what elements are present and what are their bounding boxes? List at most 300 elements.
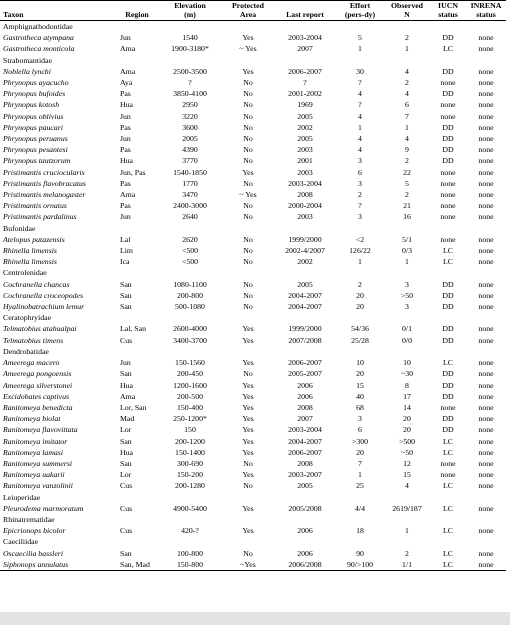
- cell-elevation: 1900-3180*: [171, 44, 209, 54]
- cell-inrena-status: none: [478, 391, 494, 401]
- cell-taxon: Ranitomeya flavovittata: [3, 425, 78, 435]
- table-row: [0, 155, 506, 166]
- cell-region: Lor, San: [120, 402, 147, 412]
- cell-last-report: 2002-4/2007: [285, 246, 325, 256]
- cell-region: Jun: [120, 33, 131, 43]
- cell-protected-area: No: [243, 302, 253, 312]
- cell-last-report: 2004-2007: [288, 290, 322, 300]
- cell-last-report: 2008: [297, 402, 313, 412]
- cell-elevation: 250-1200*: [173, 414, 207, 424]
- table-row: [0, 402, 506, 413]
- cell-region: Aya: [120, 78, 133, 88]
- cell-iucn-status: none: [440, 190, 456, 200]
- cell-taxon: Telmatobius timens: [3, 335, 64, 345]
- cell-observed: 17: [403, 391, 411, 401]
- cell-observed: 7: [405, 111, 409, 121]
- cell-last-report: 2006-2007: [288, 66, 322, 76]
- table-row: [0, 88, 506, 99]
- cell-effort: 5: [358, 33, 362, 43]
- cell-elevation: 300-690: [177, 458, 203, 468]
- cell-elevation: 150-200: [177, 470, 203, 480]
- cell-iucn-status: LC: [443, 257, 453, 267]
- family-name: Bufonidae: [3, 223, 36, 233]
- cell-last-report: 2002: [297, 257, 313, 267]
- table-row: [0, 43, 506, 54]
- cell-taxon: Epicrionops bicolor: [3, 526, 66, 536]
- cell-inrena-status: none: [478, 458, 494, 468]
- cell-last-report: 2006: [297, 380, 313, 390]
- table-row: [0, 548, 506, 559]
- cell-iucn-status: LC: [443, 548, 453, 558]
- table-row: [0, 458, 506, 469]
- cell-region: Hua: [120, 447, 133, 457]
- cell-effort: 6: [358, 167, 362, 177]
- cell-effort: 20: [356, 369, 364, 379]
- cell-taxon: Ranitomeya uakarii: [3, 470, 65, 480]
- cell-effort: 4: [358, 134, 362, 144]
- cell-protected-area: Yes: [242, 503, 254, 513]
- cell-effort: 1: [358, 257, 362, 267]
- cell-protected-area: ~ Yes: [239, 190, 257, 200]
- cell-inrena-status: none: [478, 470, 494, 480]
- cell-effort: 25: [356, 481, 364, 491]
- cell-effort: 18: [356, 526, 364, 536]
- cell-region: Jun: [120, 111, 131, 121]
- cell-elevation: 200-800: [177, 290, 203, 300]
- cell-region: Cus: [120, 481, 133, 491]
- cell-taxon: Excidobates captivus: [3, 391, 70, 401]
- cell-last-report: 2001: [297, 156, 313, 166]
- cell-iucn-status: DD: [442, 279, 454, 289]
- cell-taxon: Gastrotheca atympana: [3, 33, 74, 43]
- cell-inrena-status: none: [478, 122, 494, 132]
- cell-protected-area: No: [243, 369, 253, 379]
- cell-protected-area: No: [243, 201, 253, 211]
- cell-taxon: Cochranella chancas: [3, 279, 70, 289]
- table-header: [0, 1, 506, 21]
- cell-observed: 2: [405, 190, 409, 200]
- cell-effort: 3: [358, 178, 362, 188]
- cell-effort: 40: [356, 391, 364, 401]
- cell-iucn-status: DD: [442, 414, 454, 424]
- cell-observed: 4: [405, 134, 409, 144]
- cell-effort: ?: [358, 201, 362, 211]
- cell-inrena-status: none: [478, 66, 494, 76]
- cell-effort: 68: [356, 402, 364, 412]
- cell-elevation: 1540-1850: [173, 167, 207, 177]
- cell-effort: 3: [358, 156, 362, 166]
- cell-observed: 0/1: [402, 324, 412, 334]
- table-body: [0, 21, 506, 571]
- cell-inrena-status: none: [478, 335, 494, 345]
- cell-iucn-status: DD: [442, 391, 454, 401]
- family-row: [0, 514, 506, 525]
- table-row: [0, 234, 506, 245]
- cell-taxon: Pristimantis flavobracatus: [3, 178, 86, 188]
- cell-observed: ~50: [400, 447, 413, 457]
- cell-effort: 2: [358, 279, 362, 289]
- table-row: [0, 66, 506, 77]
- cell-inrena-status: none: [478, 290, 494, 300]
- cell-elevation: 3400-3700: [173, 335, 207, 345]
- cell-inrena-status: none: [478, 324, 494, 334]
- cell-observed: 4: [405, 481, 409, 491]
- cell-taxon: Telmatobius atahualpai: [3, 324, 77, 334]
- cell-last-report: 2007: [297, 44, 313, 54]
- table-row: [0, 436, 506, 447]
- cell-effort: 10: [356, 358, 364, 368]
- table-row: [0, 290, 506, 301]
- table-row: [0, 424, 506, 435]
- cell-last-report: 2008: [297, 458, 313, 468]
- cell-protected-area: Yes: [242, 380, 254, 390]
- cell-elevation: 150-400: [177, 402, 203, 412]
- cell-taxon: Ranitomeya vanzolinii: [3, 481, 73, 491]
- cell-inrena-status: none: [466, 559, 506, 571]
- cell-last-report: 2006/2008: [274, 559, 336, 571]
- cell-last-report: 2003: [297, 212, 313, 222]
- cell-elevation: 2005: [182, 134, 198, 144]
- family-row: [0, 223, 506, 234]
- cell-region: Jun: [120, 134, 131, 144]
- cell-protected-area: Yes: [242, 66, 254, 76]
- cell-observed: 1/1: [384, 559, 430, 571]
- cell-iucn-status: DD: [442, 369, 454, 379]
- cell-protected-area: Yes: [242, 447, 254, 457]
- cell-observed: 5/1: [402, 234, 412, 244]
- cell-effort: 90/>100: [336, 559, 384, 571]
- cell-observed: 2: [405, 156, 409, 166]
- cell-inrena-status: none: [478, 358, 494, 368]
- table-row: [0, 99, 506, 110]
- cell-elevation: 500-1080: [175, 302, 205, 312]
- cell-taxon: Hyalinobatrachium lemur: [3, 302, 85, 312]
- cell-taxon: Oscaecilia bassleri: [3, 548, 63, 558]
- cell-inrena-status: none: [478, 481, 494, 491]
- cell-inrena-status: none: [478, 414, 494, 424]
- cell-iucn-status: none: [440, 470, 456, 480]
- cell-last-report: 2003: [297, 167, 313, 177]
- cell-inrena-status: none: [478, 246, 494, 256]
- cell-observed: 3: [405, 302, 409, 312]
- table-row: [0, 335, 506, 346]
- cell-region: Pas: [120, 201, 131, 211]
- cell-protected-area: No: [243, 212, 253, 222]
- cell-observed: 4: [405, 89, 409, 99]
- cell-taxon: Atelopus patazensis: [3, 234, 65, 244]
- family-name: Centrolenidae: [3, 268, 47, 278]
- cell-protected-area: Yes: [242, 33, 254, 43]
- table-row: [0, 167, 506, 178]
- cell-observed: 3: [405, 279, 409, 289]
- cell-elevation: 3850-4100: [173, 89, 207, 99]
- cell-taxon: Phrynopus peruanus: [3, 134, 68, 144]
- cell-effort: 7: [358, 458, 362, 468]
- cell-region: San, Mad: [116, 559, 158, 571]
- cell-last-report: 2006: [297, 548, 313, 558]
- family-row: [0, 312, 506, 323]
- cell-elevation: 4390: [182, 145, 198, 155]
- family-name: Amphignathodontidae: [3, 22, 73, 31]
- cell-iucn-status: LC: [443, 358, 453, 368]
- cell-effort: 15: [356, 380, 364, 390]
- cell-effort: 126/22: [349, 246, 371, 256]
- cell-elevation: 2500-3500: [173, 66, 207, 76]
- cell-protected-area: Yes: [242, 425, 254, 435]
- cell-effort: ?: [358, 100, 362, 110]
- cell-last-report: 1999/2000: [288, 234, 322, 244]
- cell-iucn-status: none: [440, 201, 456, 211]
- cell-last-report: 2003-2004: [288, 425, 322, 435]
- cell-observed: >500: [398, 436, 416, 446]
- cell-last-report: 2008: [297, 190, 313, 200]
- cell-region: Lor: [120, 425, 132, 435]
- cell-region: Pas: [120, 145, 131, 155]
- header-protected-area: Protected Area: [232, 1, 264, 19]
- cell-inrena-status: none: [478, 425, 494, 435]
- cell-protected-area: No: [243, 290, 253, 300]
- cell-region: Lal: [120, 234, 131, 244]
- cell-iucn-status: LC: [430, 559, 466, 571]
- cell-elevation: <500: [181, 257, 199, 267]
- cell-effort: 4/4: [355, 503, 365, 513]
- table-row: [0, 279, 506, 290]
- cell-taxon: Rhinella limensis: [3, 246, 57, 256]
- cell-elevation: 200-1280: [175, 481, 205, 491]
- cell-taxon: Phrynopus pesantesi: [3, 145, 68, 155]
- cell-observed: 8: [405, 380, 409, 390]
- cell-inrena-status: none: [478, 178, 494, 188]
- cell-taxon: Ranitomeya imitator: [3, 436, 68, 446]
- cell-taxon: Ameerega macero: [3, 358, 60, 368]
- cell-effort: 20: [356, 290, 364, 300]
- cell-taxon: Phrynopus ayacucho: [3, 78, 69, 88]
- cell-region: Pas: [120, 178, 131, 188]
- cell-elevation: 4900-5400: [173, 503, 207, 513]
- cell-last-report: 2006: [297, 526, 313, 536]
- cell-iucn-status: DD: [442, 66, 454, 76]
- cell-inrena-status: none: [478, 100, 494, 110]
- cell-last-report: 2006-2007: [288, 358, 322, 368]
- cell-effort: 25/28: [351, 335, 369, 345]
- cell-elevation: 150-800: [158, 559, 222, 571]
- cell-iucn-status: none: [440, 111, 456, 121]
- cell-protected-area: Yes: [242, 436, 254, 446]
- cell-iucn-status: DD: [442, 89, 454, 99]
- cell-observed: 1: [405, 526, 409, 536]
- cell-region: Jun: [120, 212, 131, 222]
- cell-protected-area: Yes: [242, 391, 254, 401]
- cell-iucn-status: LC: [443, 447, 453, 457]
- cell-inrena-status: none: [478, 234, 494, 244]
- cell-protected-area: No: [243, 257, 253, 267]
- header-region: Region: [125, 10, 149, 19]
- cell-inrena-status: none: [478, 78, 494, 88]
- cell-elevation: 2400-3000: [173, 201, 207, 211]
- cell-region: San: [120, 302, 132, 312]
- cell-last-report: 2006-2007: [288, 447, 322, 457]
- cell-effort: >300: [351, 436, 369, 446]
- cell-protected-area: No: [243, 100, 253, 110]
- cell-region: Jun: [120, 358, 131, 368]
- cell-effort: ?: [358, 78, 362, 88]
- cell-elevation: 2600-4000: [173, 324, 207, 334]
- cell-region: Lal, San: [120, 324, 146, 334]
- cell-last-report: 2003-2004: [288, 33, 322, 43]
- cell-region: San: [120, 436, 132, 446]
- cell-taxon: Phrynopus bufoides: [3, 89, 66, 99]
- family-name: Ceratophryidae: [3, 313, 52, 323]
- table-row: [0, 211, 506, 222]
- table-row: [0, 368, 506, 379]
- cell-effort: 20: [356, 447, 364, 457]
- cell-iucn-status: LC: [443, 436, 453, 446]
- cell-effort: 4: [358, 145, 362, 155]
- cell-effort: 90: [356, 548, 364, 558]
- cell-observed: 4: [405, 66, 409, 76]
- cell-iucn-status: none: [440, 402, 456, 412]
- cell-last-report: 2003-2007: [288, 470, 322, 480]
- cell-effort: <2: [355, 234, 365, 244]
- table-row: [0, 323, 506, 334]
- cell-effort: 1: [358, 470, 362, 480]
- cell-region: Cus: [120, 526, 133, 536]
- page-bottom-band: [0, 612, 510, 625]
- table-row: [0, 357, 506, 368]
- cell-region: Ama: [120, 391, 136, 401]
- cell-last-report: 2003-2004: [288, 178, 322, 188]
- cell-protected-area: No: [243, 234, 253, 244]
- family-name: Caeciliidae: [3, 537, 39, 547]
- family-row: [0, 492, 506, 503]
- header-iucn-status: IUCN status: [438, 1, 458, 19]
- cell-observed: 0/0: [402, 335, 412, 345]
- cell-iucn-status: none: [440, 178, 456, 188]
- cell-region: Pas: [120, 89, 131, 99]
- cell-inrena-status: none: [478, 380, 494, 390]
- family-row: [0, 21, 506, 33]
- cell-iucn-status: LC: [443, 246, 453, 256]
- cell-observed: 0/3: [402, 246, 412, 256]
- cell-observed: 2: [405, 33, 409, 43]
- table-row: [0, 480, 506, 491]
- cell-iucn-status: LC: [443, 526, 453, 536]
- cell-observed: 2619/187: [392, 503, 422, 513]
- cell-inrena-status: none: [478, 279, 494, 289]
- cell-protected-area: ~Yes: [222, 559, 274, 571]
- cell-region: Lim: [120, 246, 133, 256]
- cell-observed: 16: [403, 212, 411, 222]
- cell-taxon: Gastrotheca monticola: [3, 44, 75, 54]
- cell-inrena-status: none: [478, 145, 494, 155]
- family-row: [0, 267, 506, 278]
- cell-observed: 6: [405, 100, 409, 110]
- table-row: [0, 447, 506, 458]
- cell-protected-area: Yes: [242, 414, 254, 424]
- cell-iucn-status: DD: [442, 324, 454, 334]
- cell-iucn-status: LC: [443, 481, 453, 491]
- cell-elevation: 200-500: [177, 391, 203, 401]
- header-elevation: Elevation (m): [174, 1, 206, 19]
- cell-elevation: 200-1200: [175, 436, 205, 446]
- cell-inrena-status: none: [478, 212, 494, 222]
- cell-inrena-status: none: [478, 89, 494, 99]
- cell-iucn-status: DD: [442, 290, 454, 300]
- header-inrena-status: INRENA status: [470, 1, 502, 19]
- cell-taxon: Phrynopus kotosh: [3, 100, 60, 110]
- cell-observed: 21: [403, 201, 411, 211]
- cell-region: Lor: [120, 470, 132, 480]
- cell-region: Ama: [120, 190, 136, 200]
- cell-inrena-status: none: [478, 257, 494, 267]
- table-row: [0, 111, 506, 122]
- cell-taxon: Ranitomeya biolat: [3, 414, 61, 424]
- cell-protected-area: No: [243, 246, 253, 256]
- cell-observed: 20: [403, 414, 411, 424]
- cell-last-report: 2005: [297, 111, 313, 121]
- cell-protected-area: No: [243, 279, 253, 289]
- table-row: [0, 256, 506, 267]
- cell-protected-area: Yes: [242, 402, 254, 412]
- table-row: [0, 245, 506, 256]
- cell-taxon: Pristimantis pardalinus: [3, 212, 77, 222]
- cell-region: Ama: [120, 44, 136, 54]
- cell-taxon: Ranitomeya benedicta: [3, 402, 73, 412]
- cell-inrena-status: none: [478, 190, 494, 200]
- cell-inrena-status: none: [478, 167, 494, 177]
- family-name: Rhinatrematidae: [3, 514, 55, 524]
- table-row: [0, 301, 506, 312]
- cell-taxon: Ranitomeya summersi: [3, 458, 73, 468]
- table-row: [0, 189, 506, 200]
- cell-elevation: 1770: [182, 178, 198, 188]
- cell-region: Ama: [120, 66, 136, 76]
- cell-iucn-status: DD: [442, 33, 454, 43]
- cell-observed: 1: [405, 257, 409, 267]
- cell-region: Cus: [120, 335, 133, 345]
- header-observed: Observed N: [390, 1, 424, 19]
- cell-region: Cus: [120, 503, 133, 513]
- cell-protected-area: No: [243, 481, 253, 491]
- cell-iucn-status: none: [440, 100, 456, 110]
- family-row: [0, 536, 506, 547]
- cell-effort: 4: [358, 89, 362, 99]
- cell-observed: 12: [403, 458, 411, 468]
- table-row: [0, 200, 506, 211]
- cell-inrena-status: none: [478, 369, 494, 379]
- table-row: [0, 559, 506, 571]
- cell-last-report: 2006: [297, 391, 313, 401]
- table-row: [0, 391, 506, 402]
- cell-elevation: 2950: [182, 100, 198, 110]
- cell-taxon: Pristimantis melanogaster: [3, 190, 86, 200]
- cell-last-report: 2002: [297, 122, 313, 132]
- table-row: [0, 133, 506, 144]
- cell-inrena-status: none: [478, 447, 494, 457]
- table-row: [0, 503, 506, 514]
- cell-iucn-status: DD: [442, 302, 454, 312]
- cell-protected-area: No: [243, 122, 253, 132]
- family-name: Dendrobatidae: [3, 346, 49, 356]
- cell-last-report: 2007/2008: [288, 335, 322, 345]
- cell-elevation: 1200-1600: [173, 380, 207, 390]
- cell-region: Hua: [120, 380, 133, 390]
- cell-taxon: Phrynopus oblivius: [3, 111, 64, 121]
- cell-region: San: [120, 369, 132, 379]
- table-row: [0, 77, 506, 88]
- cell-elevation: 2620: [182, 234, 198, 244]
- cell-iucn-status: DD: [442, 425, 454, 435]
